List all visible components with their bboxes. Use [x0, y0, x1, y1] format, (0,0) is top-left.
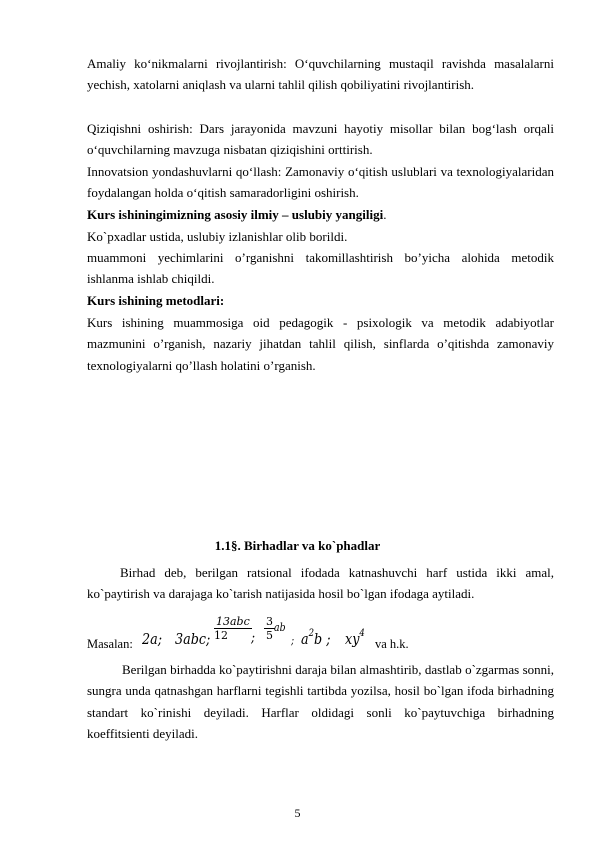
- novelty-title: Kurs ishiningimizning asosiy ilmiy – uslubiy yangiligi: [87, 207, 384, 222]
- example-fraction-3-5: $\frac{3}{5}$: [266, 615, 273, 642]
- paragraph-innovative: Innovatsion yondashuvlarni qo‘llash: Zamonaviy o‘qitish uslublari va texnologiyalaridan foydalangan holda o‘qitish samaradorligini oshirish.: [87, 164, 554, 201]
- paragraph-novelty: [87, 204, 554, 225]
- section-heading: 1.1§. Birhadlar va ko`phadlar: [214, 538, 381, 553]
- example-3abc: 3abc;: [175, 630, 211, 648]
- paragraph-methodical: muammoni yechimlarini o’rganishni takomillashtirish bo’yicha alohida metodik ishlanma ishlab chiqildi.: [87, 250, 554, 287]
- paragraph-practical-skills: Amaliy ko‘nikmalarni rivojlantirish: O‘quvchilarning mustaqil ravishda masalalarni yechish, xatolarni aniqlash va ularni tahlil qilish qobiliyatini rivojlantirish.: [87, 56, 554, 93]
- methods-title: Kurs ishining metodlari:: [87, 293, 225, 308]
- page-number: 5: [294, 806, 301, 820]
- examples-tail: va h.k.: [375, 637, 409, 651]
- example-a2b: $a^2b$ ;: [301, 628, 331, 648]
- example-xy4: $xy^4$: [345, 628, 365, 648]
- example-fraction-13abc-12: 13abc 12: [214, 615, 250, 642]
- example-sep-4: ;: [291, 634, 295, 647]
- paragraph-interest: Qiziqishni oshirish: Dars jarayonida mavzuni hayotiy misollar bilan bog‘lash orqali o‘quvchilarning mavzuga nisbatan qiziqishini orttirish.: [87, 121, 554, 158]
- monomial-examples: [87, 610, 554, 656]
- novelty-tail: .: [383, 207, 387, 222]
- paragraph-methods: Kurs ishining muammosiga oid pedagogik - psixologik va metodik adabiyotlar mazmunini o’rganish, nazariy jihatdan tahlil qilish, sinflarda o’qitishda zamonaviy texnologiyalarni qo’llash holatini o’rganish.: [87, 315, 554, 373]
- example-ab: ab: [274, 621, 286, 634]
- paragraph-polynomials-research: Ko`pxadlar ustida, uslubiy izlanishlar olib borildi.: [87, 229, 348, 244]
- paragraph-standard-form: Berilgan birhadda ko`paytirishni daraja bilan almashtirib, dastlab o`zgarmas sonni, sungra unda qatnashgan harflarni tegishli tartibda yozilsa, hosil bo`lgan ifoda birhadning standart ko`rinishi deyiladi. Harflar oldidagi sonli ko`paytuvchiga birhadning koeffitsienti deyiladi.: [87, 662, 554, 742]
- example-sep-3: ;: [251, 630, 256, 646]
- examples-label: Masalan:: [87, 637, 133, 651]
- paragraph-monomial-definition: Birhad deb, berilgan ratsional ifodada katnashuvchi harf ustida ikki amal, ko`paytirish va darajaga ko`tarish natijasida hosil bo`lgan ifodaga aytiladi.: [87, 565, 554, 602]
- example-2a: 2a;: [142, 630, 163, 648]
